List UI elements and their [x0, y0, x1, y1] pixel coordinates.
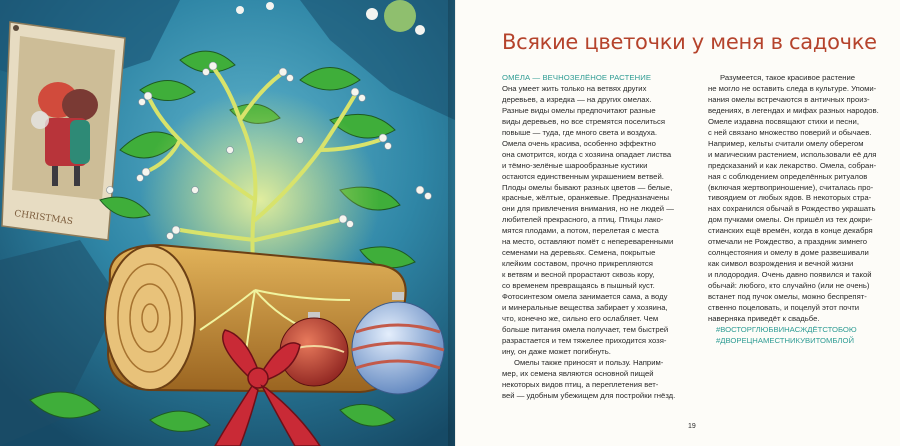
body-line: как символ возрождения и вечной жизни	[708, 259, 854, 269]
text-page	[456, 0, 900, 446]
body-line: нания омелы встречаются в античных произ-	[708, 94, 870, 104]
body-line: нах сохранился обычай в Рождество украшать	[708, 204, 876, 214]
body-line: на место, оставляют помёт с непереваренными	[502, 237, 674, 247]
body-line: Омелы также приносят и пользу. Наприм-	[514, 357, 664, 367]
body-line: и минеральные вещества забирает у хозяина,	[502, 303, 668, 313]
left-text-column	[502, 73, 686, 402]
body-line: ная с соблюдением определённых ритуалов	[708, 171, 868, 181]
body-line: дом пучками омелы. Он пришёл из тех докри-	[708, 215, 873, 225]
body-line: тивоядием от любых ядов. В некоторых стра-	[708, 193, 872, 203]
body-line: любителей прекрасного, а птиц. Птицы лако-	[502, 215, 664, 225]
body-line: отмечали не Рождество, а праздник зимнего	[708, 237, 868, 247]
body-line: клейким составом, прочно прикрепляются	[502, 259, 653, 269]
body-line: Омеле издавна посвящают стихи и песни,	[708, 116, 859, 126]
page-title: Всякие цветочки у меня в садочке	[502, 30, 877, 54]
body-line: к ветвям и весной прорастают сквозь кору,	[502, 270, 655, 280]
body-line: и тёмно-зелёные шарообразные кустики	[502, 160, 648, 170]
card-text: CHRISTMAS	[13, 209, 74, 228]
body-line: она смотрится, когда с хозяина опадает листва	[502, 149, 672, 159]
body-line: ственно поцеловать, и поцелуй этот почти	[708, 303, 860, 313]
body-line: что, конечно же, сильно его ослабляет. Чем	[502, 313, 659, 323]
body-line: со временем превращаясь в пышный куст.	[502, 281, 655, 291]
body-line: мер, их семена являются основной пищей	[502, 368, 654, 378]
body-line: ведениях, в легендах и мифах разных народов.	[708, 105, 879, 115]
hashtag-link[interactable]: #ДВОРЕЦНАМЕСТНИКУВИТОМБЛОЙ	[716, 335, 854, 345]
body-line: Фотосинтезом омела занимается сама, а воду	[502, 292, 668, 302]
body-line: наверняка приведёт к свадьбе.	[708, 313, 820, 323]
hashtag-link[interactable]: #ВОСТОРГЛЮБВИНАСЖДЁТСТОБОЮ	[716, 324, 857, 334]
body-line: повыше — туда, где много света и воздуха.	[502, 127, 658, 137]
body-line: (включая жертвоприношение), считалась про-	[708, 182, 874, 192]
body-line: солнцестояния и омелу в доме развешивали	[708, 248, 869, 258]
body-line: Например, кельты считали омелу оберегом	[708, 138, 864, 148]
body-line: мятся плодами, а потом, перелетая с места	[502, 226, 659, 236]
page-number: 19	[688, 423, 696, 430]
body-line: и плодородия. Очень давно появился и такой	[708, 270, 872, 280]
body-line: они для привлечения внимания, но не людей —	[502, 204, 674, 214]
body-line: встанет под пучок омелы, можно беспрепят-	[708, 292, 867, 302]
body-line: предсказаний и как лекарство. Омела, собран-	[708, 160, 877, 170]
body-line: семенами на деревьях. Семена, покрытые	[502, 248, 656, 258]
body-line: вей — удобным убежищем для постройки гнёзд.	[502, 390, 676, 400]
body-line: ину, он даже может погибнуть.	[502, 346, 611, 356]
body-line: деревьев, а изредка — на других омелах.	[502, 94, 652, 104]
body-line: красные, жёлтые, оранжевые. Предназначены	[502, 193, 669, 203]
body-line: остаются единственным украшением ветвей.	[502, 171, 664, 181]
body-line: Омела очень красива, особенно эффектно	[502, 138, 656, 148]
body-line: Разные виды омелы предпочитают разные	[502, 105, 656, 115]
body-line: некоторых видов птиц, а переплетения вет-	[502, 379, 659, 389]
section-subhead: ОМЁЛА — ВЕЧНОЗЕЛЁНОЕ РАСТЕНИЕ	[502, 73, 652, 82]
right-text-column	[708, 73, 892, 347]
body-line: не могло не оставить следа в культуре. Упоми-	[708, 83, 877, 93]
body-line: Она умеет жить только на ветвях других	[502, 83, 647, 93]
mistletoe-bush	[384, 0, 416, 32]
body-line: обычай: любого, кто случайно (или не очень)	[708, 281, 870, 291]
body-line: с ней связано множество поверий и обычаев.	[708, 127, 872, 137]
body-line: разрастается и тем тяжелее приходится хозя-	[502, 335, 667, 345]
body-line: виды деревьев, но все стремятся поселиться	[502, 116, 666, 126]
body-line: стианских ещё времён, когда в конце декабря	[708, 226, 873, 236]
body-line: Разумеется, такое красивое растение	[720, 73, 856, 82]
body-line: и магическим растением, использовали её для	[708, 149, 877, 159]
body-line: Плоды омелы бывают разных цветов — белые,	[502, 182, 673, 192]
body-line: больше питания омела получает, тем быстрей	[502, 324, 669, 334]
